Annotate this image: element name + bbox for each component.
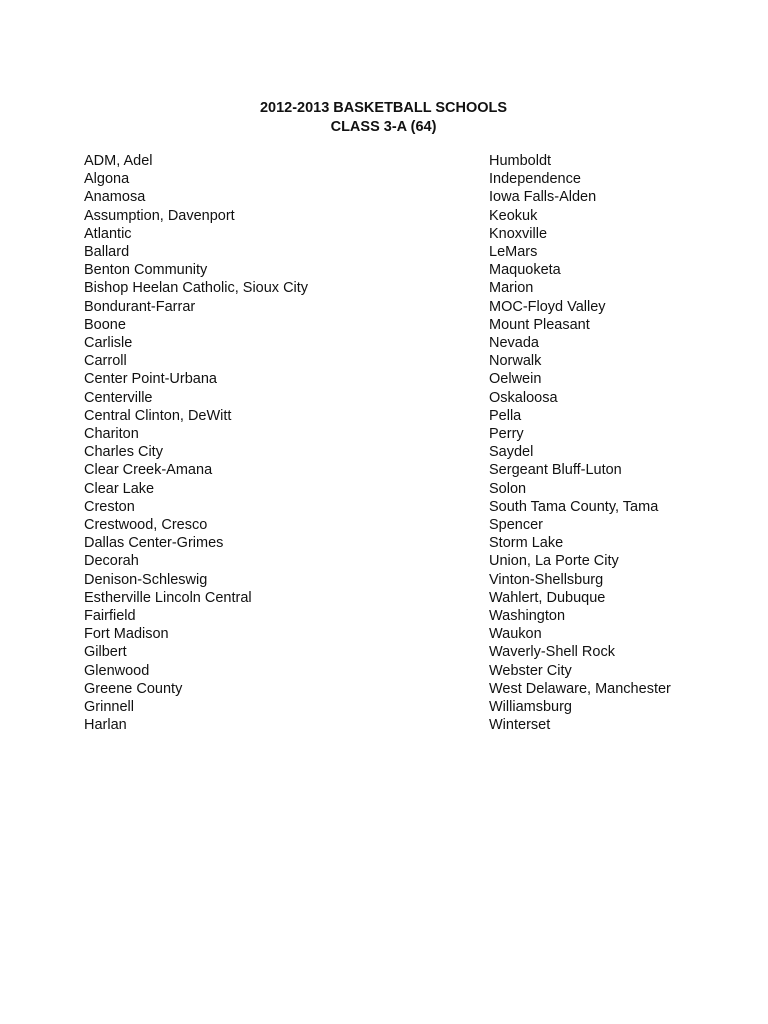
school-list-item: Humboldt	[489, 153, 552, 169]
school-list-item: Washington	[489, 608, 566, 625]
school-list-item: Webster City	[489, 662, 572, 679]
school-list-item: Central Clinton, DeWitt	[84, 407, 232, 424]
school-list-item: Vinton-Shellsburg	[489, 571, 604, 588]
school-list-item: Oelwein	[489, 371, 542, 388]
school-list-item: Maquoketa	[489, 262, 561, 279]
school-list-item: Waukon	[489, 626, 542, 643]
school-list-item: Bishop Heelan Catholic, Sioux City	[84, 280, 309, 297]
school-list-item: Gilbert	[84, 644, 127, 661]
school-list-item: Clear Creek-Amana	[84, 462, 213, 479]
school-list-item: Storm Lake	[489, 535, 564, 552]
school-list-item: Glenwood	[84, 662, 150, 679]
school-list-item: Union, La Porte City	[489, 553, 619, 570]
school-list-item: Clear Lake	[84, 480, 155, 497]
school-list-item: Independence	[489, 171, 581, 188]
school-list-item: Fort Madison	[84, 626, 169, 643]
school-list-item: Nevada	[489, 335, 539, 352]
school-list-item: Estherville Lincoln Central	[84, 589, 252, 606]
school-list-item: Ballard	[84, 244, 130, 261]
school-list-item: Creston	[84, 498, 135, 515]
school-list-item: Williamsburg	[489, 699, 572, 716]
school-list-item: Marion	[489, 280, 534, 297]
school-list-item: Solon	[489, 480, 527, 497]
school-list-item: Oskaloosa	[489, 389, 558, 406]
school-list-item: Atlantic	[84, 225, 132, 242]
school-list-item: Charles City	[84, 444, 163, 461]
document-title: 2012-2013 BASKETBALL SCHOOLS	[259, 100, 508, 116]
document-header	[0, 99, 768, 137]
school-list-item: Anamosa	[84, 189, 146, 206]
school-list-item: MOC-Floyd Valley	[489, 298, 606, 315]
school-list-item: South Tama County, Tama	[489, 498, 659, 515]
school-list-item: Knoxville	[489, 225, 548, 242]
school-list-item: Harlan	[84, 717, 127, 734]
school-list-item: Algona	[84, 171, 130, 188]
school-list-item: Sergeant Bluff-Luton	[489, 462, 622, 479]
school-list-item: Decorah	[84, 553, 139, 570]
school-list-item: Saydel	[489, 444, 534, 461]
school-list-item: Fairfield	[84, 608, 136, 625]
school-list-left	[84, 152, 308, 735]
school-list-right	[489, 152, 671, 735]
school-list-item: Bondurant-Farrar	[84, 298, 196, 315]
school-list-item: Carlisle	[84, 335, 133, 352]
school-list-item: Waverly-Shell Rock	[489, 644, 615, 661]
school-list-item: Spencer	[489, 517, 544, 534]
school-list-item: Carroll	[84, 353, 127, 370]
school-list-item: Dallas Center-Grimes	[84, 535, 224, 552]
school-list-item: Centerville	[84, 389, 153, 406]
school-list-item: Mount Pleasant	[489, 316, 590, 333]
school-list-item: Greene County	[84, 680, 183, 697]
school-list-item: Chariton	[84, 426, 139, 443]
school-list-item: Assumption, Davenport	[84, 207, 235, 224]
school-list-item: Norwalk	[489, 353, 542, 370]
school-list-item: ADM, Adel	[84, 153, 153, 169]
school-list-item: Boone	[84, 316, 126, 333]
school-list-item: Benton Community	[84, 262, 208, 279]
document-subtitle: CLASS 3-A (64)	[330, 119, 437, 135]
school-list-item: West Delaware, Manchester	[489, 680, 671, 697]
school-list-item: Center Point-Urbana	[84, 371, 217, 388]
school-list-item: Wahlert, Dubuque	[489, 589, 606, 606]
school-list-item: Keokuk	[489, 207, 538, 224]
school-list-item: Crestwood, Cresco	[84, 517, 208, 534]
school-list-item: Iowa Falls-Alden	[489, 189, 597, 206]
school-list-item: Grinnell	[84, 699, 134, 716]
school-list-item: Perry	[489, 426, 524, 443]
school-list-item: Winterset	[489, 717, 551, 734]
school-list-item: Pella	[489, 407, 522, 424]
school-list-item: LeMars	[489, 244, 538, 261]
school-list-item: Denison-Schleswig	[84, 571, 208, 588]
